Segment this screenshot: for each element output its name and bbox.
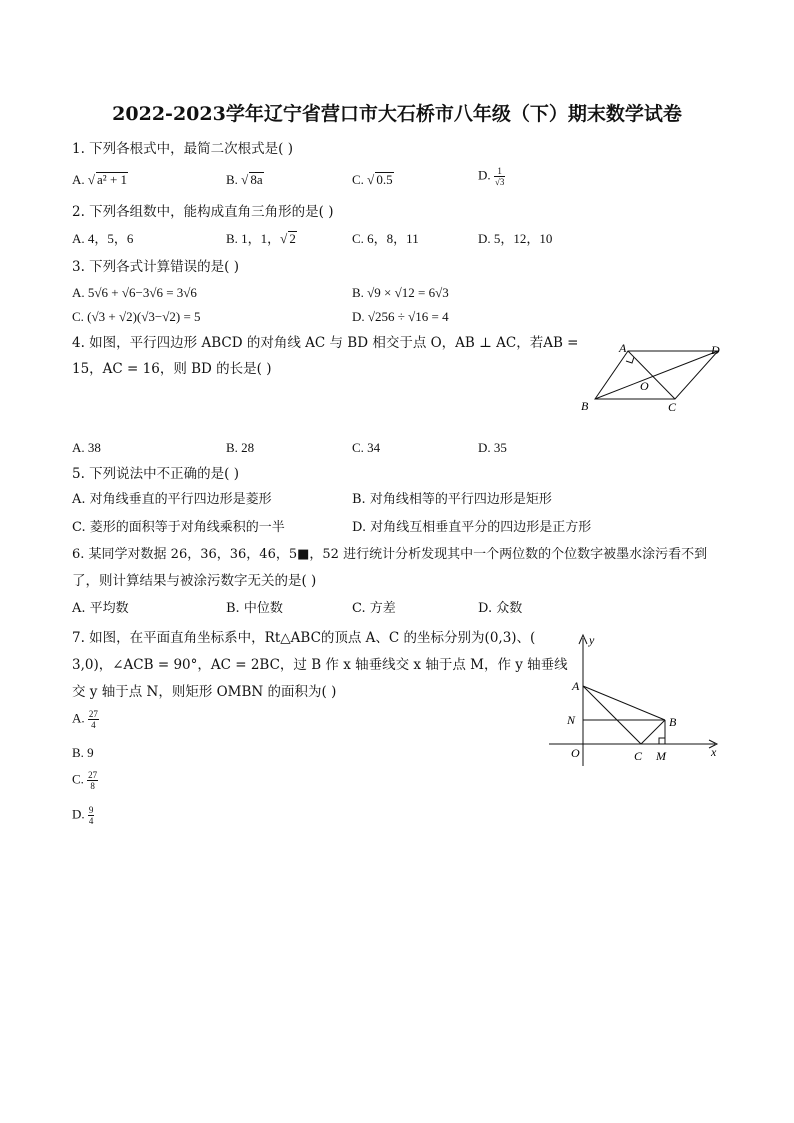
- q4-option-b: B. 28: [226, 440, 255, 455]
- q4-option-d: D. 35: [478, 440, 507, 455]
- q4-parallelogram-figure: [575, 338, 735, 418]
- q7-option-a: A. $\frac{27}{4}$: [72, 709, 98, 730]
- q1-option-c: C. √ 0.5: [352, 171, 394, 189]
- q4-label-b: B: [581, 399, 589, 413]
- q4-option-a: A. 38: [72, 440, 101, 455]
- q2-option-a: A. 4，5，6: [72, 231, 134, 246]
- q7-coordinate-figure: [545, 630, 725, 770]
- q7-label-y: y: [589, 633, 595, 647]
- q5-option-a: A. 对角线垂直的平行四边形是菱形: [72, 492, 272, 507]
- q6-option-d: D. 众数: [478, 601, 523, 616]
- q7-label-n: N: [567, 713, 576, 727]
- q6-option-b: B. 中位数: [226, 601, 283, 616]
- q5-option-d: D. 对角线互相垂直平分的四边形是正方形: [352, 520, 592, 535]
- q2-option-b: B. 1，1，√ 2: [226, 230, 297, 248]
- q3-option-b: B. √9 × √12 = 6√3: [352, 285, 449, 300]
- q7-label-m: M: [656, 749, 666, 763]
- q7-stem-line2: 3,0)，∠ACB = 90°，AC = 2BC，过 B 作 x 轴垂线交 x 轴于点 M，作 y 轴垂线: [72, 657, 568, 673]
- q7-stem-line3: 交 y 轴于点 N，则矩形 OMBN 的面积为( ): [72, 684, 337, 700]
- q7-option-d: D. $\frac{9}{4}$: [72, 805, 94, 826]
- q3-option-a: A. 5√6 + √6−3√6 = 3√6: [72, 285, 197, 300]
- q7-option-c: C. $\frac{27}{8}$: [72, 770, 98, 791]
- q6-option-a: A. 平均数: [72, 601, 129, 616]
- q4-label-a: A: [619, 341, 627, 355]
- q6-option-c: C. 方差: [352, 601, 396, 616]
- q7-label-x: x: [711, 745, 717, 759]
- q1-option-b: B. √ 8a: [226, 171, 264, 189]
- q4-label-c: C: [668, 400, 677, 414]
- q4-stem-line2: 15，AC = 16，则 BD 的长是( ): [72, 361, 272, 377]
- q4-label-d: D: [711, 343, 720, 357]
- q6-stem-line1: 6. 某同学对数据 26，36，36，46，5■，52 进行统计分析发现其中一个两位数的个位数字被墨水涂污看不到: [72, 547, 708, 562]
- q7-label-b: B: [669, 715, 677, 729]
- q6-stem-line2: 了，则计算结果与被涂污数字无关的是( ): [72, 573, 317, 589]
- q5-option-c: C. 菱形的面积等于对角线乘积的一半: [72, 520, 285, 535]
- q1-stem: 1. 下列各根式中，最简二次根式是( ): [72, 141, 293, 157]
- q1-option-d: D. $\frac{1}{√3}$: [478, 166, 505, 187]
- q4-option-c: C. 34: [352, 440, 381, 455]
- q5-stem: 5. 下列说法中不正确的是( ): [72, 466, 239, 482]
- q4-label-o: O: [640, 379, 649, 393]
- q5-option-b: B. 对角线相等的平行四边形是矩形: [352, 492, 552, 507]
- q4-stem-line1: 4. 如图，平行四边形 ABCD 的对角线 AC 与 BD 相交于点 O，AB ⊥ AC，若AB =: [72, 335, 579, 351]
- q2-stem: 2. 下列各组数中，能构成直角三角形的是( ): [72, 204, 334, 220]
- q7-option-b: B. 9: [72, 745, 94, 760]
- exam-title: 2022-2023学年辽宁省营口市大石桥市八年级（下）期末数学试卷: [112, 103, 682, 125]
- q7-stem-line1: 7. 如图，在平面直角坐标系中，Rt△ABC的顶点 A、C 的坐标分别为(0,3)、(: [72, 630, 536, 646]
- q3-stem: 3. 下列各式计算错误的是( ): [72, 259, 239, 275]
- q1-option-a: A. √ a² + 1: [72, 171, 128, 189]
- q7-label-c: C: [634, 749, 643, 763]
- q2-option-c: C. 6，8，11: [352, 231, 419, 246]
- q7-label-a: A: [572, 679, 580, 693]
- q3-option-c: C. (√3 + √2)(√3−√2) = 5: [72, 309, 201, 324]
- q3-option-d: D. √256 ÷ √16 = 4: [352, 309, 449, 324]
- q7-label-o: O: [571, 746, 580, 760]
- q2-option-d: D. 5，12，10: [478, 231, 553, 246]
